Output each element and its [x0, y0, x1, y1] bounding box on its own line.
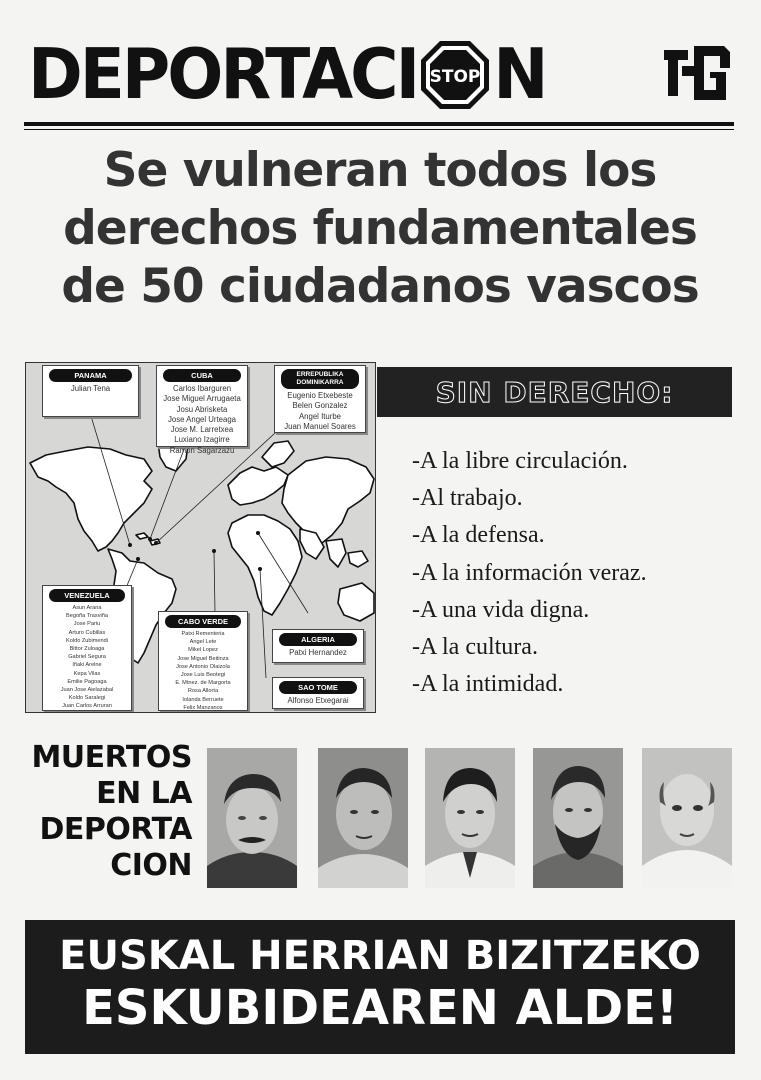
rights-item: -A la cultura. [412, 633, 538, 660]
dominican-name: Eugenio Etxebeste [287, 391, 353, 400]
cuba-box [156, 365, 248, 455]
cabo-verde-name: Rosa Allorta [187, 688, 219, 695]
cabo-verde-name: Felix Manzanos [183, 704, 223, 711]
headline-line-2: derechos fundamentales [63, 201, 697, 256]
venezuela-name: Arturo Cubillas [68, 629, 106, 636]
portrait-photo-2 [318, 748, 408, 888]
sao-tome-box [272, 677, 364, 709]
deportation-logo-icon [658, 38, 734, 114]
footer-line-2: ESKUBIDEAREN ALDE! [82, 980, 678, 1036]
headline-line-3: de 50 ciudadanos vascos [61, 259, 699, 314]
venezuela-name: Juan Carlos Arruran [62, 703, 112, 710]
panama-title: PANAMA [49, 369, 132, 382]
dominican-name: Angel Iturbe [298, 411, 342, 421]
cuba-name: Carlos Ibarguren [172, 384, 232, 393]
algeria-box [272, 629, 364, 663]
cuba-name: Ramon Sagarzazu [169, 445, 235, 455]
cabo-verde-name: Jose Antonio Olaizola [176, 663, 230, 670]
algeria-title: ALGERIA [279, 633, 357, 646]
stop-sign-icon [419, 39, 491, 111]
venezuela-name [43, 711, 131, 713]
muertos-line: MUERTOS [31, 740, 192, 775]
cuba-name: Luxiano Izagirre [174, 435, 230, 445]
rights-item: -A la defensa. [412, 522, 545, 549]
cabo-verde-name: Angel Lete [189, 639, 217, 646]
cuba-title: CUBA [163, 369, 241, 382]
header-rule-thin [24, 129, 734, 130]
cabo-verde-name: Iolanda Berruete [182, 696, 224, 703]
muertos-line: DEPORTA [39, 812, 192, 847]
stop-sign-label: STOP [429, 67, 481, 87]
portrait-photo-3 [425, 748, 515, 888]
sao-tome-name: Alfonso Etxegarai [287, 696, 349, 705]
rights-item: -Al trabajo. [412, 485, 523, 512]
rights-list [412, 445, 647, 705]
dominican-title-line-2: DOMINIKARRA [296, 379, 344, 386]
title-part1: DEPORTACI [28, 34, 418, 115]
dominican-republic-title [281, 369, 359, 389]
header-rule-thick [24, 122, 734, 126]
cuba-name: Jose Angel Urteaga [167, 414, 237, 424]
cuba-name: Jose M. Larretxea [170, 425, 234, 435]
portrait-photo-4 [533, 748, 623, 888]
venezuela-name: Asun Arana [72, 605, 102, 611]
dominican-name: Belen Gonzalez [292, 401, 348, 411]
rights-item: -A la intimidad. [412, 671, 564, 698]
venezuela-name: Kepa Vilas [73, 670, 101, 677]
venezuela-name: Koldo Saralegi [68, 695, 106, 702]
dominican-republic-box [274, 365, 366, 433]
venezuela-name: Begoña Trasviña [66, 613, 108, 620]
muertos-line: CION [110, 848, 192, 883]
venezuela-name: Gabriel Segura [68, 654, 106, 661]
venezuela-name: Koldo Zubimendi [66, 637, 108, 644]
cabo-verde-name: Jose Luis Beotegi [180, 672, 226, 679]
headline-line-1: Se vulneran todos los [103, 143, 657, 198]
rights-item: -A la información veraz. [412, 559, 647, 586]
rights-item: -A una vida digna. [412, 596, 590, 623]
cabo-verde-name [159, 712, 247, 713]
venezuela-name: Jose Pariu [73, 621, 101, 628]
venezuela-box [42, 585, 132, 711]
cabo-verde-name: Mikel Lopez [188, 647, 218, 654]
panama-box [42, 365, 139, 417]
venezuela-name: Iñaki Arelne [72, 662, 102, 669]
sin-derecho-title: SIN DERECHO: [435, 375, 674, 409]
venezuela-name: Emilie Pagoaga [67, 678, 107, 685]
sin-derecho-banner [377, 367, 732, 417]
cuba-name: Jose Miguel Arrugaeta [163, 394, 241, 404]
masthead-title [28, 36, 545, 114]
title-part2: N [493, 34, 546, 115]
footer-line-1: EUSKAL HERRIAN BIZITZEKO [59, 933, 701, 979]
portrait-photo-5 [642, 748, 732, 888]
cabo-verde-name: Patxi Rementeria [181, 631, 225, 637]
muertos-line: EN LA [96, 776, 192, 811]
cuba-name: Josu Abrisketa [176, 404, 228, 414]
algeria-name: Patxi Hernandez [289, 648, 347, 657]
panama-name: Julian Tena [70, 384, 111, 393]
cabo-verde-title: CABO VERDE [165, 615, 241, 628]
sao-tome-title: SAO TOME [279, 681, 357, 694]
venezuela-name: Bittor Zuloaga [69, 646, 105, 653]
rights-item: -A la libre circulación. [412, 448, 628, 474]
dominican-name: Juan Manuel Soares [284, 421, 356, 431]
headline [20, 142, 740, 316]
dominican-title-line-1: ERREPUBLIKA [296, 371, 344, 378]
portrait-photo-1 [207, 748, 297, 888]
venezuela-title: VENEZUELA [49, 589, 125, 602]
cabo-verde-name: E. Mtnez. de Margorta [175, 680, 231, 687]
cabo-verde-box [158, 611, 248, 711]
world-map-panel [25, 362, 376, 713]
cabo-verde-name: Jose Miguel Beitinza [177, 655, 229, 662]
footer-banner [25, 920, 735, 1054]
venezuela-name: Juan Jose Aielazabal [60, 687, 114, 694]
muertos-heading [20, 740, 192, 884]
